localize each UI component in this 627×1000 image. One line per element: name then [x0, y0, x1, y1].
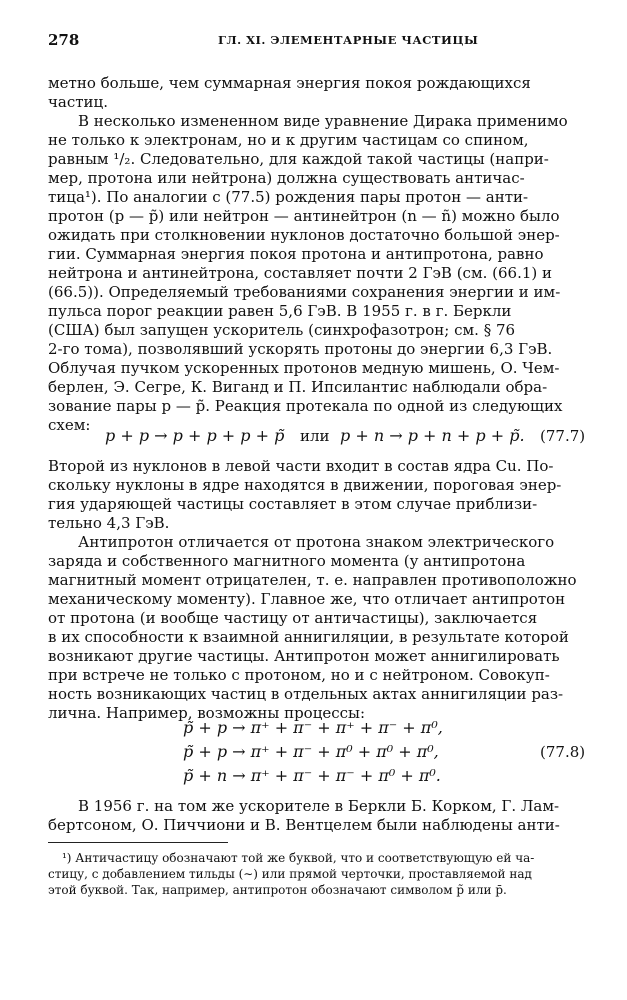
body-line: равным ¹/₂. Следовательно, для каждой такой частицы (напри-	[48, 150, 549, 168]
body-line: метно больше, чем суммарная энергия покоя рождающихся	[48, 74, 531, 92]
body-line: берлен, Э. Сегре, К. Виганд и П. Ипсилантис наблюдали обра-	[48, 378, 548, 396]
page-number: 278	[48, 31, 80, 49]
body-line: бертсоном, О. Пиччиони и В. Вентцелем были наблюдены анти-	[48, 816, 560, 834]
footnote-line: ¹) Античастицу обозначают той же буквой, что и соответствующую ей ча-	[62, 851, 535, 865]
body-line: возникают другие частицы. Антипротон может аннигилировать	[48, 647, 560, 665]
body-line: мер, протона или нейтрона) должна существовать античас-	[48, 169, 525, 187]
body-line: Второй из нуклонов в левой части входит в состав ядра Cu. По-	[48, 457, 554, 475]
body-line: частиц.	[48, 93, 108, 111]
page-header	[48, 31, 588, 49]
footnote-rule	[48, 842, 228, 843]
body-line: магнитный момент отрицателен, т. е. направлен противоположно	[48, 571, 577, 589]
body-line: от протона (и вообще частицу от античастицы), заключается	[48, 609, 538, 627]
equation-left: p + p → p + p + p + p̃	[105, 426, 285, 445]
body-line: в их способности к взаимной аннигиляции, в результате которой	[48, 628, 569, 646]
body-line: протон (p — p̃) или нейтрон — антинейтрон (n — ñ) можно было	[48, 207, 560, 225]
body-line: Облучая пучком ускоренных протонов медную мишень, О. Чем-	[48, 359, 560, 377]
body-line: при встрече не только с протоном, но и с нейтроном. Совокуп-	[48, 666, 550, 684]
body-line: скольку нуклоны в ядре находятся в движении, пороговая энер-	[48, 476, 562, 494]
body-line: В 1956 г. на том же ускорителе в Беркли Б. Корком, Г. Лам-	[78, 797, 560, 815]
body-line: нейтрона и антинейтрона, составляет почти 2 ГэВ (см. (66.1) и	[48, 264, 553, 282]
body-line: тица¹). По аналогии с (77.5) рождения пары протон — анти-	[48, 188, 529, 206]
equation-connector: или	[300, 427, 330, 445]
body-line: (США) был запущен ускоритель (синхрофазотрон; см. § 76	[48, 321, 516, 339]
body-line: 2-го тома), позволявший ускорять протоны до энергии 6,3 ГэВ.	[48, 340, 553, 358]
body-line: ожидать при столкновении нуклонов достаточно большой энер-	[48, 226, 560, 244]
footnote-line: стицу, с добавлением тильды (∼) или прямой черточки, проставляемой над	[48, 867, 532, 881]
body-line: не только к электронам, но и к другим частицам со спином,	[48, 131, 529, 149]
body-line: заряда и собственного магнитного момента (у антипротона	[48, 552, 526, 570]
equation-line: p̃ + p → π⁺ + π⁻ + π⁰ + π⁰ + π⁰,	[183, 742, 439, 761]
equation-number: (77.8)	[540, 743, 586, 761]
equation-line: p̃ + n → π⁺ + π⁻ + π⁻ + π⁰ + π⁰.	[183, 766, 441, 785]
equation-number: (77.7)	[540, 427, 586, 445]
body-line: гии. Суммарная энергия покоя протона и антипротона, равно	[48, 245, 544, 263]
running-title: ГЛ. XI. ЭЛЕМЕНТАРНЫЕ ЧАСТИЦЫ	[218, 33, 479, 47]
body-line: (66.5)). Определяемый требованиями сохранения энергии и им-	[48, 283, 561, 301]
body-line: механическому моменту). Главное же, что отличает антипротон	[48, 590, 566, 608]
body-line: гия ударяющей частицы составляет в этом случае приблизи-	[48, 495, 538, 513]
footnote-line: этой буквой. Так, например, антипротон обозначают символом p̃ или p̄.	[48, 883, 507, 897]
body-line: пульса порог реакции равен 5,6 ГэВ. В 1955 г. в г. Беркли	[48, 302, 512, 320]
body-line: тельно 4,3 ГэВ.	[48, 514, 170, 532]
body-line: В несколько измененном виде уравнение Дирака применимо	[78, 112, 568, 130]
equation-right: p + n → p + n + p + p̃.	[340, 426, 525, 445]
body-line: зование пары p — p̃. Реакция протекала по одной из следующих	[48, 397, 563, 415]
equation-line: p̃ + p → π⁺ + π⁻ + π⁺ + π⁻ + π⁰,	[183, 718, 443, 737]
body-line: лична. Например, возможны процессы:	[48, 704, 366, 722]
body-line: Антипротон отличается от протона знаком электрического	[78, 533, 555, 551]
body-line: схем:	[48, 416, 91, 434]
body-line: ность возникающих частиц в отдельных актах аннигиляции раз-	[48, 685, 564, 703]
